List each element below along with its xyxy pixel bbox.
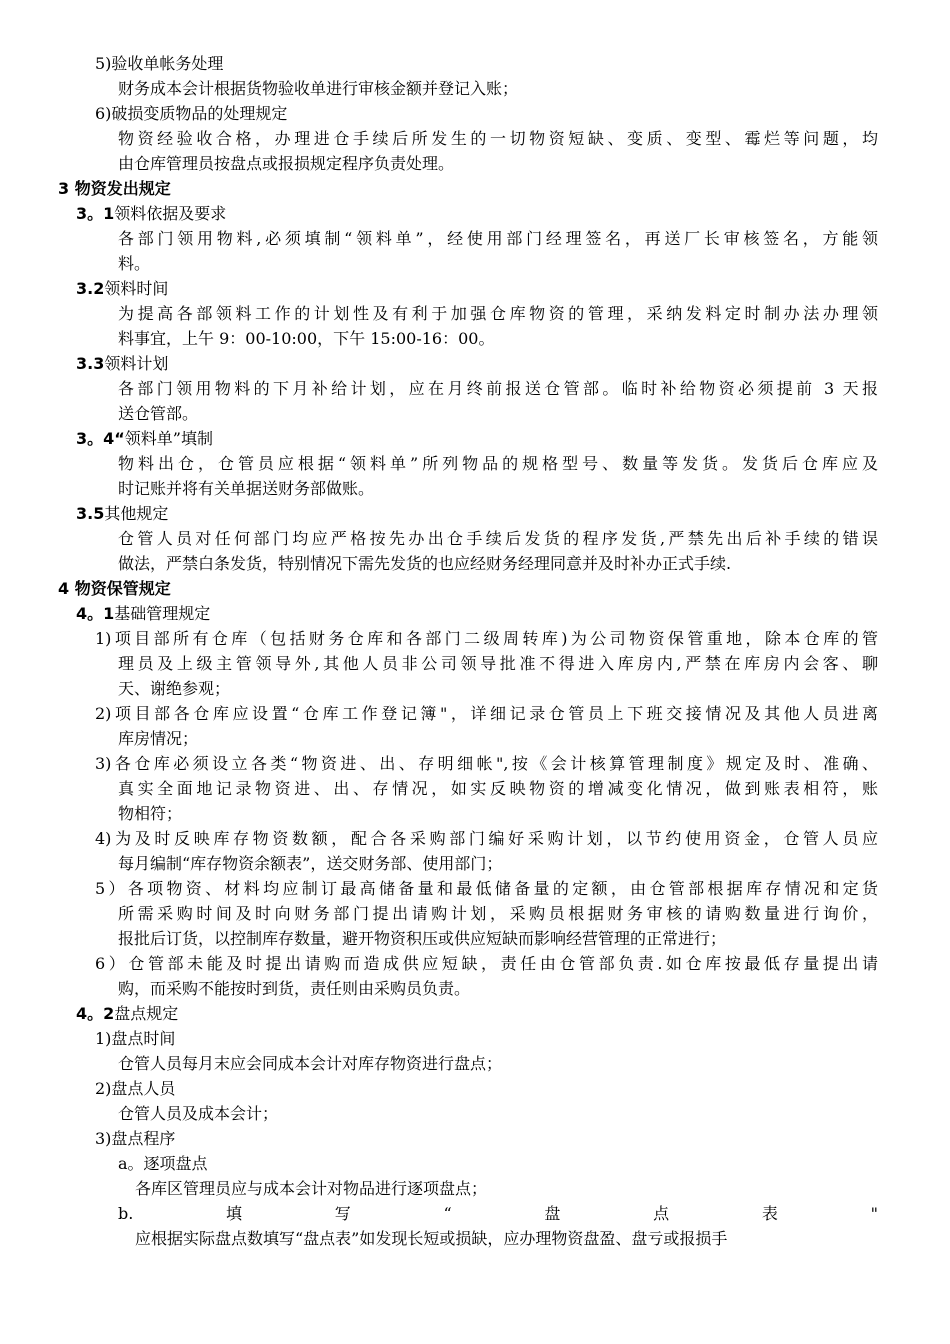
line-text: 应根据实际盘点数填写“盘点表”如发现长短或损缺，应办理物资盘盈、盘亏或报损手 — [135, 1229, 728, 1248]
text-line — [118, 1151, 208, 1176]
line-text: 其他规定 — [104, 504, 169, 523]
line-text: 1)盘点时间 — [95, 1029, 176, 1048]
subsection-heading — [76, 276, 168, 301]
line-text: 购，而采购不能按时到货，责任则由采购员负责。 — [118, 979, 471, 998]
subsection-heading — [76, 1001, 178, 1026]
text-line — [95, 626, 878, 651]
line-text: 5)验收单帐务处理 — [95, 54, 224, 73]
line-text: 盘点规定 — [114, 1004, 179, 1023]
text-line — [95, 701, 878, 726]
subsection-heading — [76, 351, 168, 376]
text-line — [118, 451, 878, 476]
line-text: 6）仓管部未能及时提出请购而造成供应短缺，责任由仓管部负责.如仓库按最低存量提出请 — [95, 954, 878, 973]
text-line — [95, 876, 878, 901]
line-text: 6)破损变质物品的处理规定 — [95, 104, 288, 123]
line-text: 各部门领用物料的下月补给计划，应在月终前报送仓管部。临时补给物资必须提前 3 天报 — [118, 379, 878, 398]
section-number: 3.5 — [76, 504, 105, 523]
line-text: 各部门领用物料,必须填制“领料单”，经使用部门经理签名，再送厂长审核签名，方能领 — [118, 229, 878, 248]
text-line — [118, 801, 182, 826]
line-text: 5）各项物资、材料均应制订最高储备量和最低储备量的定额，由仓管部根据库存情况和定货 — [95, 879, 878, 898]
line-text: 报批后订货，以控制库存数量，避开物资积压或供应短缺而影响经营管理的正常进行； — [118, 929, 727, 948]
section-number: 4。2 — [76, 1004, 115, 1023]
text-line — [118, 476, 374, 501]
subsection-heading — [76, 501, 168, 526]
text-line — [95, 751, 878, 776]
line-text: b.填写“盘点表" — [118, 1204, 878, 1223]
section-number: 3.3 — [76, 354, 105, 373]
text-line — [95, 951, 878, 976]
line-text: 时记账并将有关单据送财务部做账。 — [118, 479, 375, 498]
subsection-heading — [76, 426, 213, 451]
line-text: 送仓管部。 — [118, 404, 199, 423]
line-text: 料。 — [118, 254, 151, 273]
line-text: 财务成本会计根据货物验收单进行审核金额并登记入账； — [118, 79, 519, 98]
text-line — [118, 651, 878, 676]
text-line — [95, 101, 287, 126]
line-text: 领料单”填制 — [124, 429, 213, 448]
line-text: 理员及上级主管领导外,其他人员非公司领导批准不得进入库房内,严禁在库房内会客、聊 — [118, 654, 878, 673]
line-text: 2)盘点人员 — [95, 1079, 176, 1098]
text-line — [118, 1201, 878, 1226]
text-line — [118, 401, 198, 426]
text-line — [118, 901, 878, 926]
text-line — [118, 1101, 278, 1126]
text-line — [118, 526, 878, 551]
line-text: 仓管人员对任何部门均应严格按先办出仓手续后发货的程序发货,严禁先出后补手续的错误 — [118, 529, 878, 548]
line-text: 物资经验收合格，办理进仓手续后所发生的一切物资短缺、变质、变型、霉烂等问题，均 — [118, 129, 878, 148]
line-text: 4)为及时反映库存物资数额，配合各采购部门编好采购计划，以节约使用资金，仓管人员应 — [95, 829, 878, 848]
text-line — [118, 851, 502, 876]
text-line — [118, 776, 878, 801]
line-text: 领料时间 — [104, 279, 169, 298]
line-text: 真实全面地记录物资进、出、存情况，如实反映物资的增减变化情况，做到账表相符，账 — [118, 779, 878, 798]
line-text: 做法，严禁白条发货，特别情况下需先发货的也应经财务经理同意并及时补办正式手续. — [118, 554, 732, 573]
line-text: 3)盘点程序 — [95, 1129, 176, 1148]
line-text: 为提高各部领料工作的计划性及有利于加强仓库物资的管理，采纳发料定时制办法办理领 — [118, 304, 878, 323]
line-text: 1)项目部所有仓库（包括财务仓库和各部门二级周转库)为公司物资保管重地，除本仓库的管 — [95, 629, 878, 648]
text-line — [118, 301, 878, 326]
text-line — [95, 826, 878, 851]
line-text: 物料出仓，仓管员应根据“领料单”所列物品的规格型号、数量等发货。发货后仓库应及 — [118, 454, 878, 473]
line-text: 各库区管理员应与成本会计对物品进行逐项盘点； — [135, 1179, 488, 1198]
text-line — [118, 376, 878, 401]
text-line — [118, 976, 470, 1001]
line-text: 4 物资保管规定 — [58, 579, 171, 598]
line-text: 2)项目部各仓库应设置“仓库工作登记簿"，详细记录仓管员上下班交接情况及其他人员进离 — [95, 704, 878, 723]
line-text: 基础管理规定 — [114, 604, 211, 623]
section-number: 3。1 — [76, 204, 115, 223]
line-text: 领料计划 — [104, 354, 169, 373]
text-line — [118, 251, 150, 276]
line-text: a。逐项盘点 — [118, 1154, 208, 1173]
line-text: 仓管人员及成本会计； — [118, 1104, 279, 1123]
subsection-heading — [76, 201, 226, 226]
text-line — [118, 326, 494, 351]
text-line — [118, 76, 518, 101]
text-line — [95, 1026, 175, 1051]
line-text: 所需采购时间及时向财务部门提出请购计划，采购员根据财务审核的请购数量进行询价， — [118, 904, 878, 923]
text-line — [95, 1126, 175, 1151]
line-text: 由仓库管理员按盘点或报损规定程序负责处理。 — [118, 154, 455, 173]
text-line — [135, 1226, 727, 1251]
line-text: 仓管人员每月末应会同成本会计对库存物资进行盘点； — [118, 1054, 503, 1073]
line-text: 领料依据及要求 — [114, 204, 227, 223]
line-text: 3)各仓库必须设立各类“物资进、出、存明细帐",按《会计核算管理制度》规定及时、准确、 — [95, 754, 878, 773]
line-text: 料事宜，上午 9：00-10:00，下午 15:00-16：00。 — [118, 329, 495, 348]
line-text: 库房情况； — [118, 729, 199, 748]
text-line — [118, 726, 198, 751]
section-number: 4。1 — [76, 604, 115, 623]
text-line — [118, 1051, 502, 1076]
text-line — [135, 1176, 487, 1201]
text-line — [118, 926, 726, 951]
subsection-heading — [76, 601, 210, 626]
section-number: 3。4“ — [76, 429, 125, 448]
line-text: 3 物资发出规定 — [58, 179, 171, 198]
line-text: 物相符； — [118, 804, 183, 823]
text-line — [118, 226, 878, 251]
text-line — [95, 1076, 175, 1101]
text-line — [118, 676, 230, 701]
line-text: 每月编制“库存物资余额表”，送交财务部、使用部门； — [118, 854, 503, 873]
section-number: 3.2 — [76, 279, 105, 298]
text-line — [118, 551, 731, 576]
section-heading — [58, 176, 171, 201]
text-line — [118, 151, 454, 176]
text-line — [118, 126, 878, 151]
text-line — [95, 51, 223, 76]
line-text: 天、谢绝参观； — [118, 679, 231, 698]
section-heading — [58, 576, 171, 601]
